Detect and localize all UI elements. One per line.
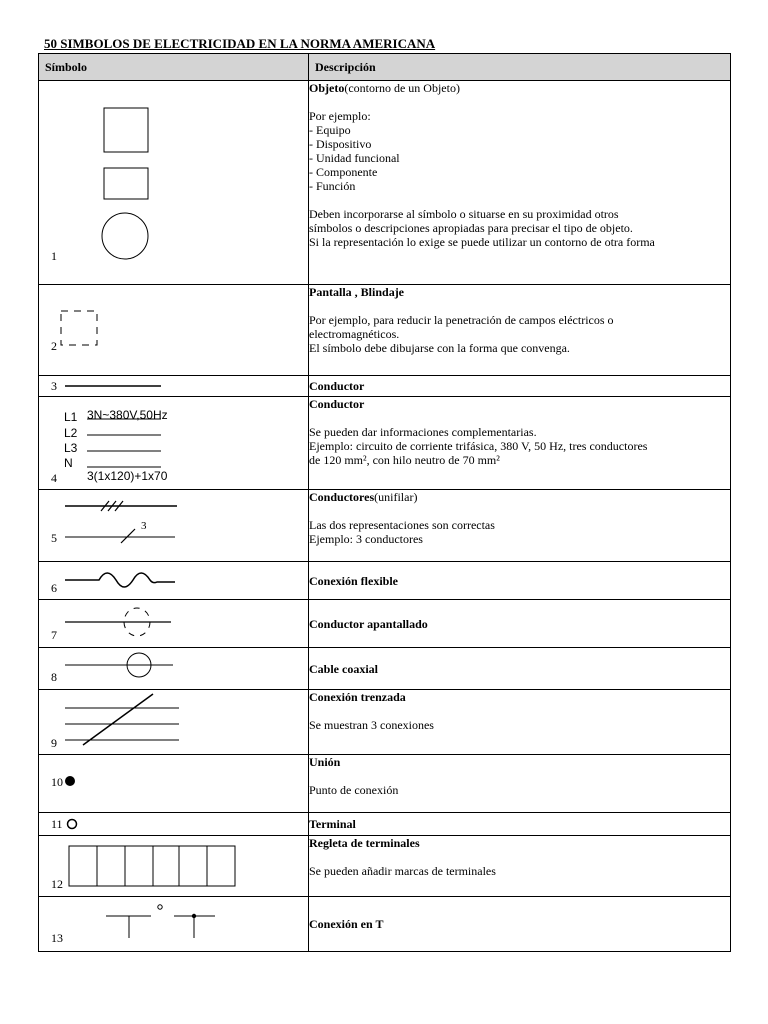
symbol-number: 13 [51, 931, 63, 945]
row-title: Conductores [309, 490, 375, 504]
row-title: Conexión trenzada [309, 690, 406, 704]
row-text: Se muestran 3 conexiones [309, 718, 434, 732]
table-row [39, 690, 731, 755]
symbol-number: 8 [51, 670, 57, 684]
symbol-number: 5 [51, 531, 57, 545]
symbol-number: 6 [51, 581, 57, 595]
header-description: Descripción [309, 54, 731, 81]
row-text: Se pueden añadir marcas de terminales [309, 864, 496, 878]
row-title: Terminal [309, 817, 356, 831]
phase-label: L1 [64, 410, 78, 424]
symbol-number: 7 [51, 628, 57, 642]
row-text: El símbolo debe dibujarse con la forma que convenga. [309, 341, 570, 355]
description-cell [309, 562, 731, 600]
shielded-conductor-symbol [39, 600, 309, 648]
phase-label: L2 [64, 426, 78, 440]
symbol-cell [39, 397, 309, 490]
junction-symbol [39, 755, 309, 813]
description-cell [309, 285, 731, 376]
symbol-number: 12 [51, 877, 63, 891]
row-title: Conexión en T [309, 917, 384, 931]
table-row [39, 813, 731, 836]
list-item: - Dispositivo [309, 137, 372, 151]
table-row [39, 376, 731, 397]
symbol-cell [39, 755, 309, 813]
row-text: Punto de conexión [309, 783, 399, 797]
symbol-number: 1 [51, 249, 57, 263]
symbol-cell [39, 81, 309, 285]
symbol-cell [39, 813, 309, 836]
symbol-cell [39, 376, 309, 397]
coaxial-cable-symbol [39, 648, 309, 690]
list-item: - Equipo [309, 123, 351, 137]
description-cell [309, 755, 731, 813]
neutral-label: N [64, 456, 73, 470]
table-row [39, 836, 731, 897]
symbol-cell [39, 562, 309, 600]
symbols-table [38, 53, 731, 952]
symbol-cell [39, 648, 309, 690]
row-title: Pantalla , Blindaje [309, 285, 405, 299]
row-title: Cable coaxial [309, 661, 378, 676]
description-cell [309, 81, 731, 285]
conductor-count-label: 3 [141, 520, 147, 532]
row-text: Si la representación lo exige se puede utilizar un contorno de otra forma [309, 235, 655, 249]
section-label: 3(1x120)+1x70 [87, 469, 168, 483]
row-text: Ejemplo: circuito de corriente trifásica, 380 V, 50 Hz, tres conductores [309, 439, 648, 453]
row-title: Objeto [309, 81, 345, 95]
table-row [39, 81, 731, 285]
description-cell [309, 813, 731, 836]
terminal-strip-symbol [39, 836, 309, 897]
row-text: Por ejemplo: [309, 109, 371, 123]
table-row [39, 285, 731, 376]
row-text: Por ejemplo, para reducir la penetración de campos eléctricos o [309, 313, 614, 327]
table-row [39, 490, 731, 562]
header-symbol: Símbolo [39, 54, 309, 81]
phase-label: L3 [64, 441, 78, 455]
row-title: Conductor [309, 397, 365, 411]
supply-label: 3N~380V,50Hz [87, 408, 168, 422]
row-title-extra: (unifilar) [374, 490, 418, 504]
list-item: - Función [309, 179, 356, 193]
row-text: Se pueden dar informaciones complementarias. [309, 425, 537, 439]
description-cell [309, 600, 731, 648]
row-title-extra: (contorno de un Objeto) [344, 81, 460, 95]
table-row [39, 897, 731, 952]
object-outline-symbol [39, 81, 309, 285]
symbol-cell [39, 285, 309, 376]
row-text: de 120 mm², con hilo neutro de 70 mm² [309, 453, 500, 467]
symbol-number: 10 [51, 775, 63, 789]
table-row [39, 562, 731, 600]
shield-symbol [39, 285, 309, 376]
row-text: Ejemplo: 3 conductores [309, 532, 423, 546]
description-cell [309, 376, 731, 397]
row-text: símbolos o descripciones apropiadas para precisar el tipo de objeto. [309, 221, 633, 235]
description-cell [309, 836, 731, 897]
table-header-row [39, 54, 731, 81]
list-item: - Unidad funcional [309, 151, 400, 165]
list-item: - Componente [309, 165, 378, 179]
table-row [39, 755, 731, 813]
symbol-number: 9 [51, 736, 57, 750]
row-text: Las dos representaciones son correctas [309, 518, 495, 532]
description-cell [309, 648, 731, 690]
symbol-cell [39, 897, 309, 952]
row-title: Conductor apantallado [309, 616, 428, 631]
description-cell [309, 397, 731, 490]
unifilar-conductors-symbol [39, 490, 309, 562]
description-cell [309, 490, 731, 562]
table-row [39, 600, 731, 648]
row-text: Deben incorporarse al símbolo o situarse en su proximidad otros [309, 207, 619, 221]
table-row [39, 648, 731, 690]
terminal-symbol [39, 813, 309, 836]
symbol-number: 3 [51, 379, 57, 393]
row-title: Conductor [309, 379, 365, 393]
row-text: electromagnéticos. [309, 327, 400, 341]
conductor-symbol [39, 376, 309, 397]
symbol-number: 2 [51, 339, 57, 353]
symbol-cell [39, 490, 309, 562]
symbol-number: 4 [51, 471, 57, 485]
symbol-number: 11 [51, 817, 63, 831]
row-title: Unión [309, 755, 341, 769]
page-title: 50 SIMBOLOS DE ELECTRICIDAD EN LA NORMA AMERICANA [44, 36, 436, 51]
row-title: Conexión flexible [309, 573, 398, 588]
t-connection-symbol [39, 897, 309, 952]
flexible-connection-symbol [39, 562, 309, 600]
symbol-cell [39, 836, 309, 897]
description-cell [309, 690, 731, 755]
symbol-cell [39, 600, 309, 648]
table-row [39, 397, 731, 490]
symbol-cell [39, 690, 309, 755]
description-cell [309, 897, 731, 952]
conductor-info-symbol [39, 397, 309, 490]
row-title: Regleta de terminales [309, 836, 420, 850]
twisted-connection-symbol [39, 690, 309, 755]
